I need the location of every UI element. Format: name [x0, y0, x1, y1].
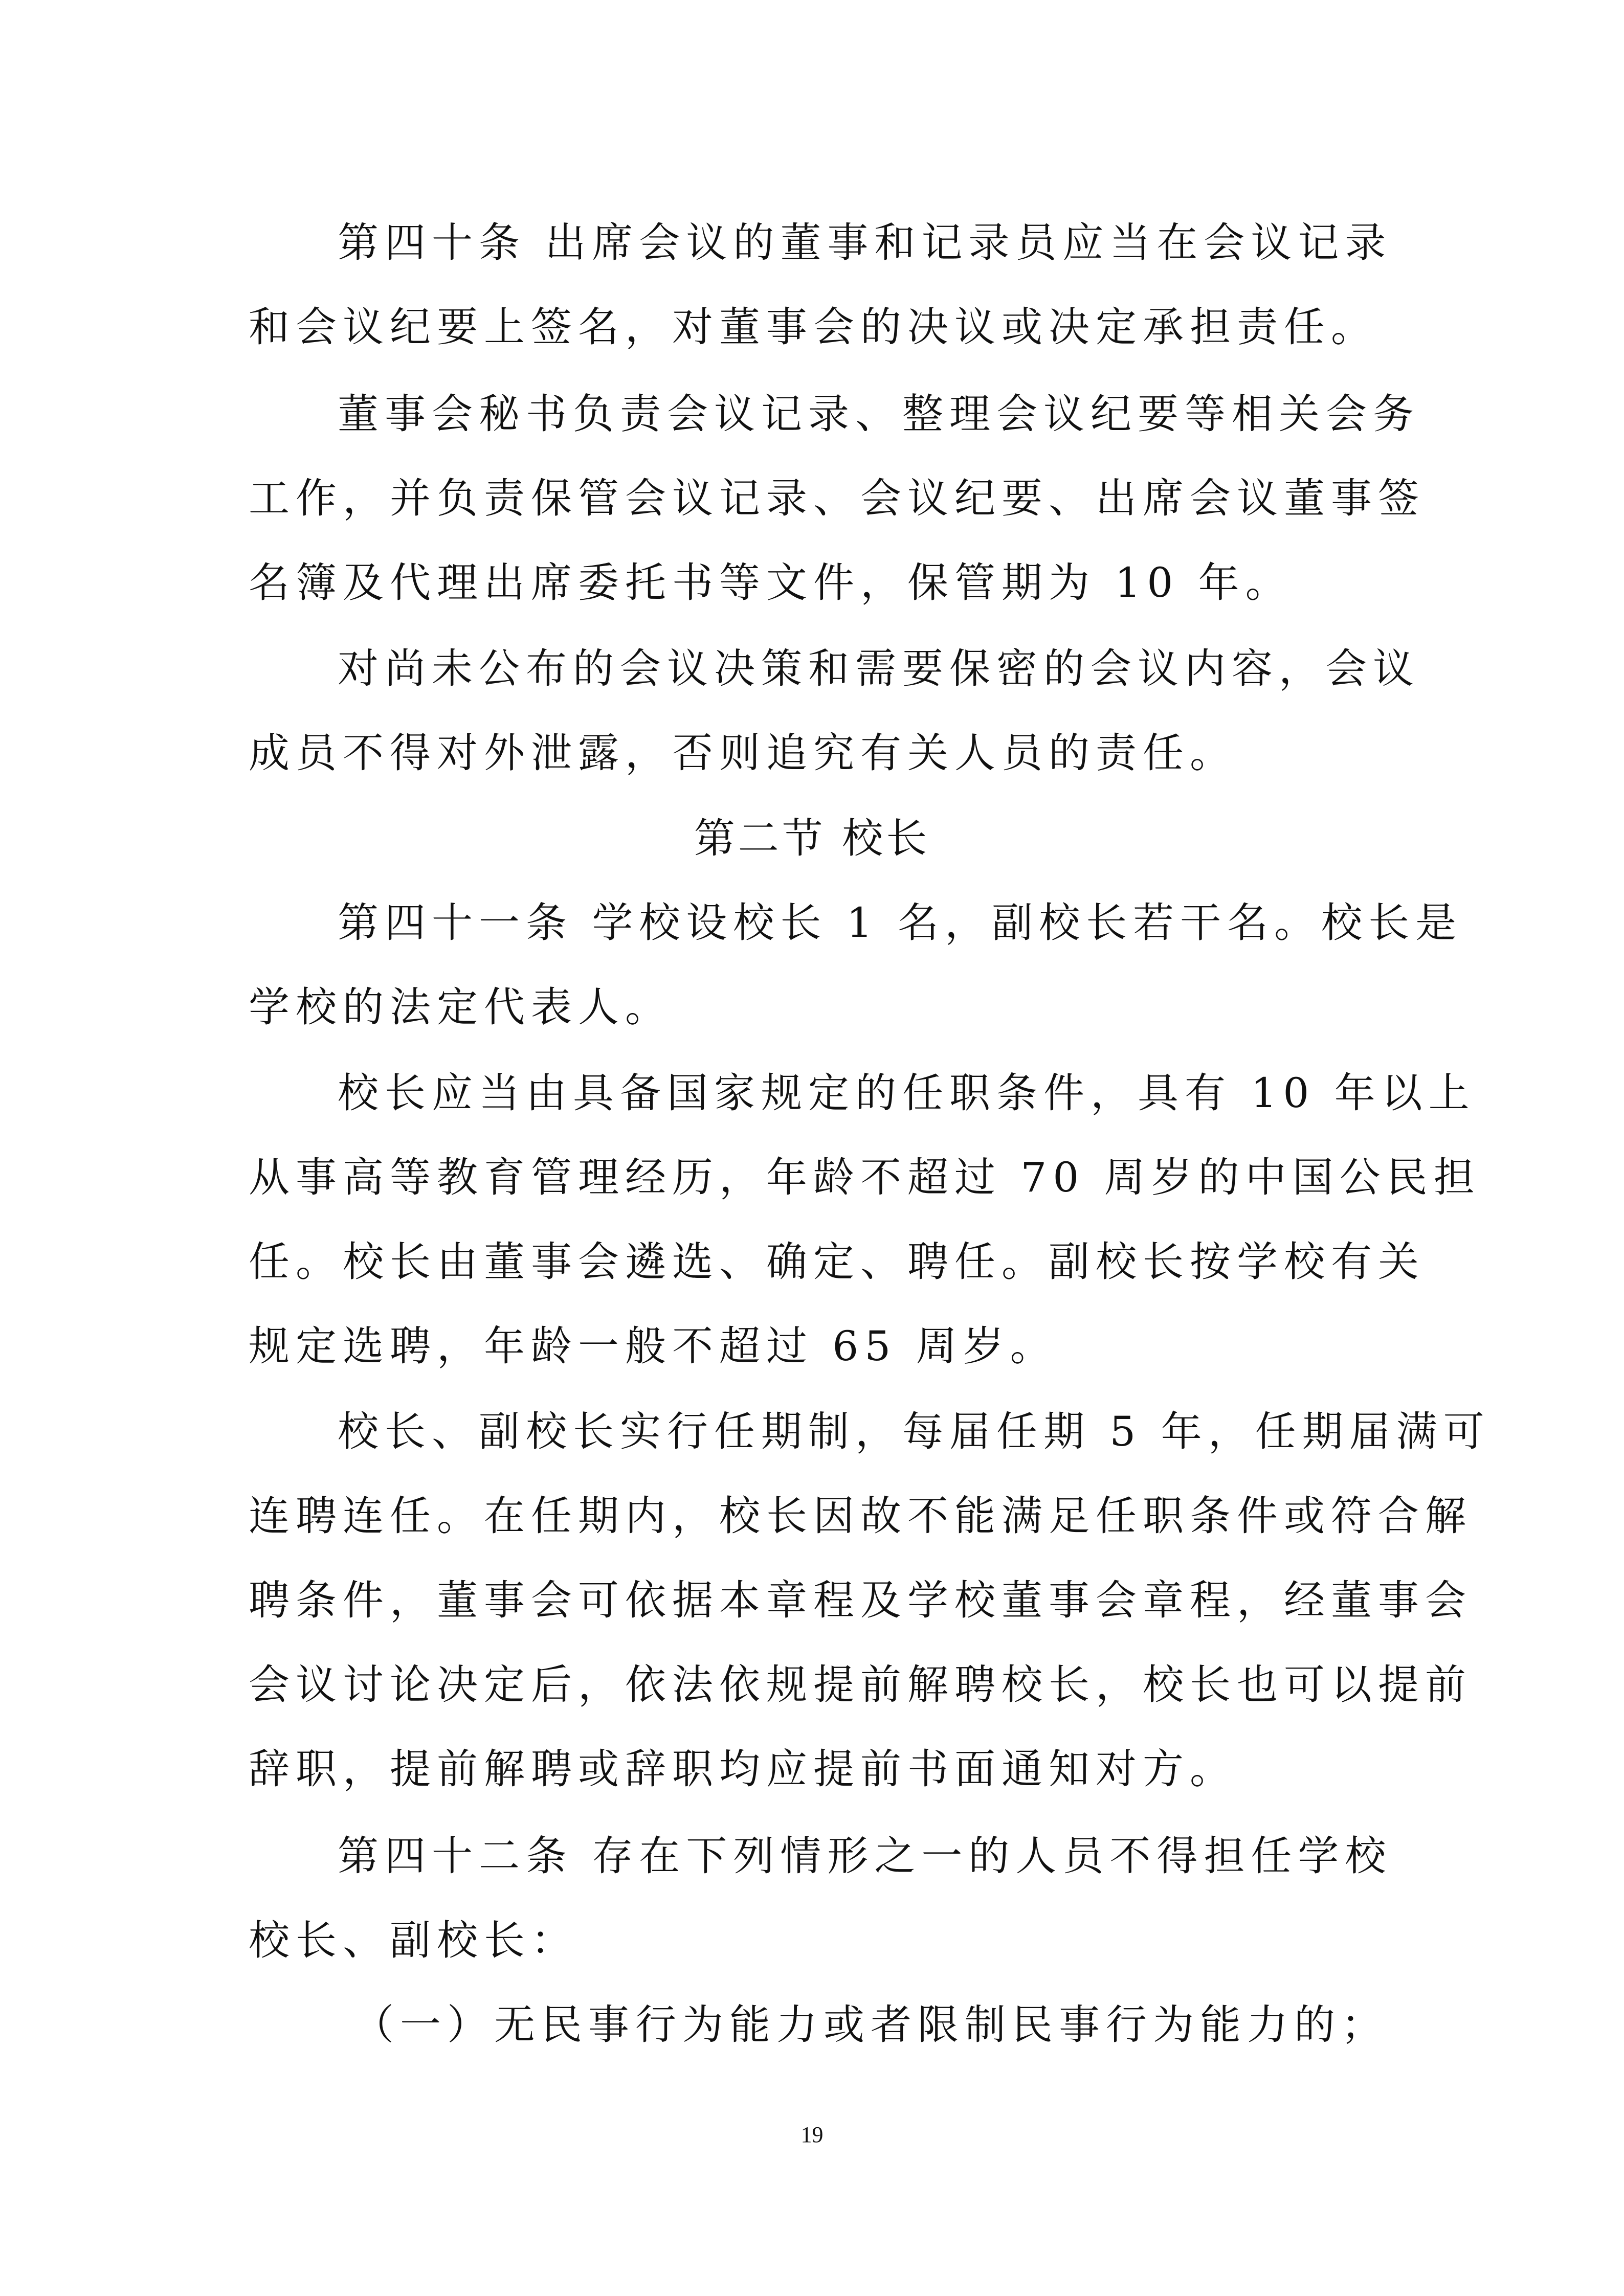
- article-40-line-1: 第四十条 出席会议的董事和记录员应当在会议记录: [338, 219, 1392, 266]
- page-number: 19: [800, 2122, 824, 2147]
- article-40-line-2: 和会议纪要上签名，对董事会的决议或决定承担责任。: [249, 303, 1378, 351]
- term-paragraph-line-5: 辞职，提前解聘或辞职均应提前书面通知对方。: [249, 1745, 1237, 1793]
- secretary-paragraph-line-1: 董事会秘书负责会议记录、整理会议纪要等相关会务: [338, 390, 1420, 438]
- term-paragraph-line-4: 会议讨论决定后，依法依规提前解聘校长，校长也可以提前: [249, 1661, 1472, 1708]
- disqualification-item-1: （一）无民事行为能力或者限制民事行为能力的；: [353, 2001, 1388, 2049]
- term-paragraph-line-1: 校长、副校长实行任期制，每届任期 5 年，任期届满可: [338, 1408, 1490, 1455]
- section-heading: 第二节 校长: [694, 815, 930, 862]
- secretary-paragraph-line-3: 名簿及代理出席委托书等文件，保管期为 10 年。: [249, 559, 1293, 606]
- confidentiality-paragraph-line-1: 对尚未公布的会议决策和需要保密的会议内容，会议: [338, 645, 1420, 692]
- term-paragraph-line-3: 聘条件，董事会可依据本章程及学校董事会章程，经董事会: [249, 1577, 1472, 1624]
- secretary-paragraph-line-2: 工作，并负责保管会议记录、会议纪要、出席会议董事签: [249, 475, 1425, 522]
- president-qualifications-line-2: 从事高等教育管理经历，年龄不超过 70 周岁的中国公民担: [249, 1154, 1481, 1201]
- article-41-line-1: 第四十一条 学校设校长 1 名，副校长若干名。校长是: [338, 899, 1463, 947]
- article-41-line-2: 学校的法定代表人。: [249, 983, 672, 1031]
- confidentiality-paragraph-line-2: 成员不得对外泄露，否则追究有关人员的责任。: [249, 729, 1237, 777]
- president-qualifications-line-1: 校长应当由具备国家规定的任职条件，具有 10 年以上: [338, 1069, 1476, 1117]
- article-42-line-1: 第四十二条 存在下列情形之一的人员不得担任学校: [338, 1832, 1392, 1880]
- president-qualifications-line-4: 规定选聘，年龄一般不超过 65 周岁。: [249, 1322, 1057, 1370]
- president-qualifications-line-3: 任。校长由董事会遴选、确定、聘任。副校长按学校有关: [249, 1238, 1425, 1286]
- term-paragraph-line-2: 连聘连任。在任期内，校长因故不能满足任职条件或符合解: [249, 1492, 1472, 1540]
- article-42-line-2: 校长、副校长：: [249, 1917, 578, 1964]
